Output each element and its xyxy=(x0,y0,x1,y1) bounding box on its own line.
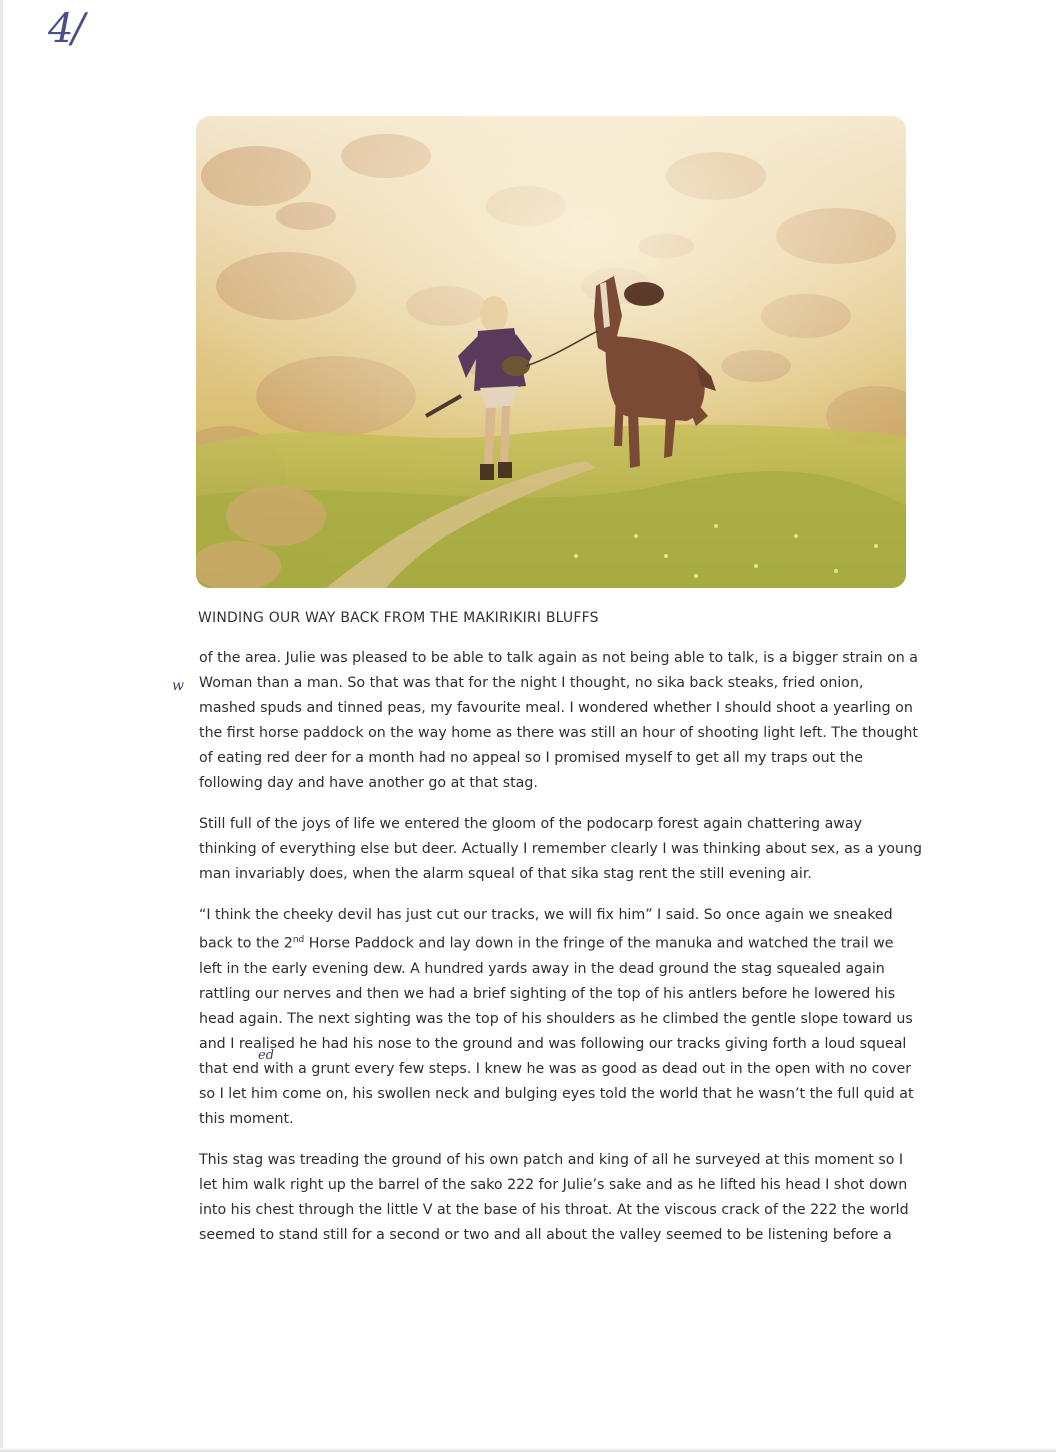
text-line: and I realised he had his nose to the ground and was following our tracks giving forth a loud squeal xyxy=(199,1035,907,1052)
inserted-correction-mark: ed xyxy=(258,1048,275,1063)
text-line: man invariably does, when the alarm squeal of that sika stag rent the still evening air. xyxy=(199,866,812,882)
text-line: left in the early evening dew. A hundred yards away in the dead ground the stag squealed again xyxy=(199,960,885,977)
paragraph-3 xyxy=(199,903,939,1132)
photo-caption: WINDING OUR WAY BACK FROM THE MAKIRIKIRI BLUFFS xyxy=(198,610,599,626)
text-line: “I think the cheeky devil has just cut our tracks, we will fix him” I said. So once again we sneaked xyxy=(199,907,893,923)
text-line: back to the 2nd Horse Paddock and lay down in the fringe of the manuka and watched the trail we xyxy=(199,935,894,952)
text-line: Woman than a man. So that was that for the night I thought, no sika back steaks, fried onion, xyxy=(199,675,864,691)
text-line: head again. The next sighting was the top of his shoulders as he climbed the gentle slope toward us xyxy=(199,1010,913,1027)
text-line: seemed to stand still for a second or two and all about the valley seemed to be listening before a xyxy=(199,1226,892,1243)
text-line: thinking of everything else but deer. Actually I remember clearly I was thinking about sex, as a young xyxy=(199,841,922,857)
text-line: Still full of the joys of life we entered the gloom of the podocarp forest again chattering away xyxy=(199,816,862,832)
paragraph-2 xyxy=(199,812,939,887)
text-line: mashed spuds and tinned peas, my favourite meal. I wondered whether I should shoot a yearling on xyxy=(199,700,913,716)
text-line: the first horse paddock on the way home as there was still an hour of shooting light left. The thought xyxy=(199,725,918,741)
text-line: of the area. Julie was pleased to be able to talk again as not being able to talk, is a bigger strain on a xyxy=(199,650,918,666)
paragraph-1 xyxy=(199,646,939,796)
handwritten-page-number: 4/ xyxy=(48,6,83,52)
body-text xyxy=(199,646,939,1264)
text-line: let him walk right up the barrel of the sako 222 for Julie’s sake and as he lifted his head I shot down xyxy=(199,1176,908,1193)
text-line: of eating red deer for a month had no appeal so I promised myself to get all my traps out the xyxy=(199,750,863,766)
photo-illustration xyxy=(196,116,906,588)
margin-correction-mark: w xyxy=(172,678,184,694)
text-line: so I let him come on, his swollen neck and bulging eyes told the world that he wasn’t the full quid at xyxy=(199,1085,914,1102)
photograph xyxy=(196,116,906,588)
scan-left-edge xyxy=(0,0,3,1452)
text-line: This stag was treading the ground of his own patch and king of all he surveyed at this moment so I xyxy=(199,1151,904,1168)
scan-bottom-edge xyxy=(0,1448,1056,1452)
text-line: this moment. xyxy=(199,1110,294,1127)
paragraph-4 xyxy=(199,1148,939,1248)
text-line: that end with a grunt every few steps. I knew he was as good as dead out in the open with no cover xyxy=(199,1060,912,1077)
text-line: rattling our nerves and then we had a brief sighting of the top of his antlers before he lowered his xyxy=(199,985,896,1002)
text-line: into his chest through the little V at the base of his throat. At the viscous crack of the 222 the world xyxy=(199,1201,909,1218)
text-line: following day and have another go at that stag. xyxy=(199,775,538,791)
